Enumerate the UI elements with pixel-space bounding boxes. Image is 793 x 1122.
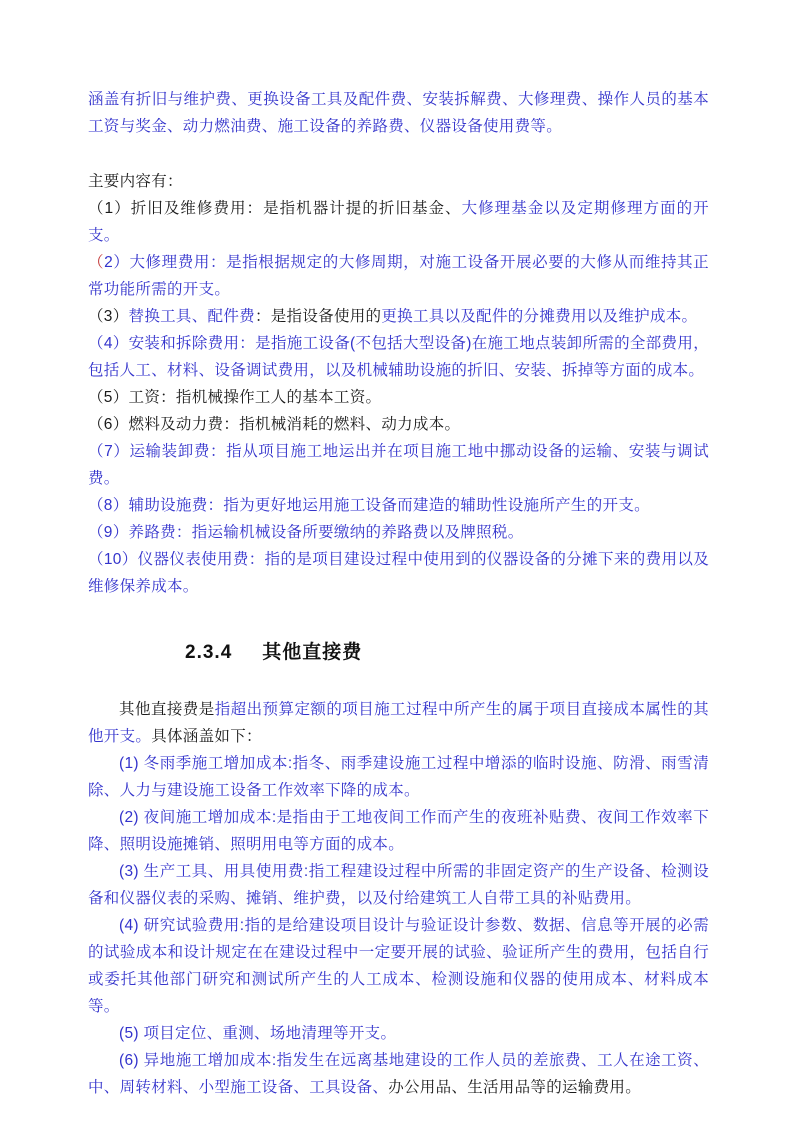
intro-other-direct-fee — [88, 696, 709, 750]
label-main-contents — [88, 168, 709, 195]
list2-item-5 — [88, 1020, 709, 1047]
list1-item-2 — [88, 249, 709, 303]
list1-item-6 — [88, 411, 709, 438]
text-run: (3) 生产工具、用具使用费:指工程建设过程中所需的非固定资产的生产设备、检测设备和仪器仪表的采购、摊销、维护费，以及付给建筑工人自带工具的补贴费用。 — [88, 863, 709, 907]
list2-item-6 — [88, 1047, 709, 1101]
text-run: （7）运输装卸费：指从项目施工地运出并在项目施工地中挪动设备的运输、安装与调试费。 — [88, 443, 709, 487]
list2-item-2 — [88, 804, 709, 858]
text-run: 办公用品、生活用品等的运输费用。 — [388, 1079, 642, 1096]
list2-item-3 — [88, 858, 709, 912]
text-run: （1）折旧及维修费用：是指机器计提的折旧基金、 — [88, 200, 462, 217]
text-run: (5) 项目定位、重测、场地清理等开支。 — [119, 1025, 397, 1042]
text-run: （9）养路费：指运输机械设备所要缴纳的养路费以及牌照税。 — [88, 524, 524, 541]
list1-item-4 — [88, 330, 709, 384]
list1-item-7 — [88, 438, 709, 492]
text-run: (6) 异地施工增加成本:指发生在远离基地建设的工作人员的差旅费、工人在途工资、中、周转材料、小型施工设备、工具设备、 — [88, 1052, 709, 1096]
paragraph-coverage-overflow — [88, 86, 709, 140]
text-run: 其他直接费是 — [119, 701, 215, 718]
text-run: (4) 研究试验费用:指的是给建设项目设计与验证设计参数、数据、信息等开展的必需的试验成本和设计规定在在建设过程中一定要开展的试验、验证所产生的费用，包括自行或委托其他部门研究和测试所产生的人工成本、检测设施和仪器的使用成本、材料成本等。 — [88, 917, 709, 1015]
text-run: (2) 夜间施工增加成本:是指由于工地夜间工作而产生的夜班补贴费、夜间工作效率下降、照明设施摊销、照明用电等方面的成本。 — [88, 809, 709, 853]
list1-item-3 — [88, 303, 709, 330]
text-run: （ — [88, 254, 105, 271]
text-run: （8）辅助设施费：指为更好地运用施工设备而建造的辅助性设施所产生的开支。 — [88, 497, 650, 514]
list2-item-1 — [88, 750, 709, 804]
text-run: 主要内容有： — [88, 173, 183, 190]
list1-item-9 — [88, 519, 709, 546]
list1-item-1 — [88, 195, 709, 249]
text-run: 大修理基金以及定期修理方面的开支。 — [88, 200, 709, 244]
text-run: (1) 冬雨季施工增加成本:指冬、雨季建设施工过程中增添的临时设施、防滑、雨雪清除、人力与建设施工设备工作效率下降的成本。 — [88, 755, 709, 799]
list1-item-5 — [88, 384, 709, 411]
text-run: 2）大修理费用：是指根据规定的大修周期，对施工设备开展必要的大修从而维持其正常功能所需的开支。 — [88, 254, 709, 298]
text-run: （5）工资：指机械操作工人的基本工资。 — [88, 389, 382, 406]
text-run: （4）安装和拆除费用：是指施工设备(不包括大型设备)在施工地点装卸所需的全部费用，包括人工、材料、设备调试费用，以及机械辅助设施的折旧、安装、拆掉等方面的成本。 — [88, 335, 709, 379]
document-body — [88, 86, 709, 1101]
list1-item-10 — [88, 546, 709, 600]
text-run: 替换工具、配件费 — [128, 308, 255, 325]
text-run: 更换工具以及配件的分摊费用以及维护成本。 — [381, 308, 698, 325]
text-run: 具体涵盖如下： — [151, 728, 262, 745]
text-run: 涵盖有折旧与维护费、更换设备工具及配件费、安装拆解费、大修理费、操作人员的基本工资与奖金、动力燃油费、施工设备的养路费、仪器设备使用费等。 — [88, 91, 709, 135]
blank-line — [88, 140, 709, 168]
heading-title: 其他直接费 — [262, 642, 363, 663]
text-run: （6）燃料及动力费：指机械消耗的燃料、动力成本。 — [88, 416, 461, 433]
text-run: 指超出预算定额的项目施工过程中所产生的属于项目直接成本属性的其他开支。 — [88, 701, 709, 745]
text-run: （10）仪器仪表使用费：指的是项目建设过程中使用到的仪器设备的分摊下来的费用以及维修保养成本。 — [88, 551, 709, 595]
text-run: ：是指设备使用的 — [254, 308, 382, 325]
heading-number: 2.3.4 — [185, 642, 233, 663]
list2-item-4 — [88, 912, 709, 1020]
text-run: （3） — [88, 308, 129, 325]
list1-item-8 — [88, 492, 709, 519]
section-heading — [185, 640, 709, 666]
